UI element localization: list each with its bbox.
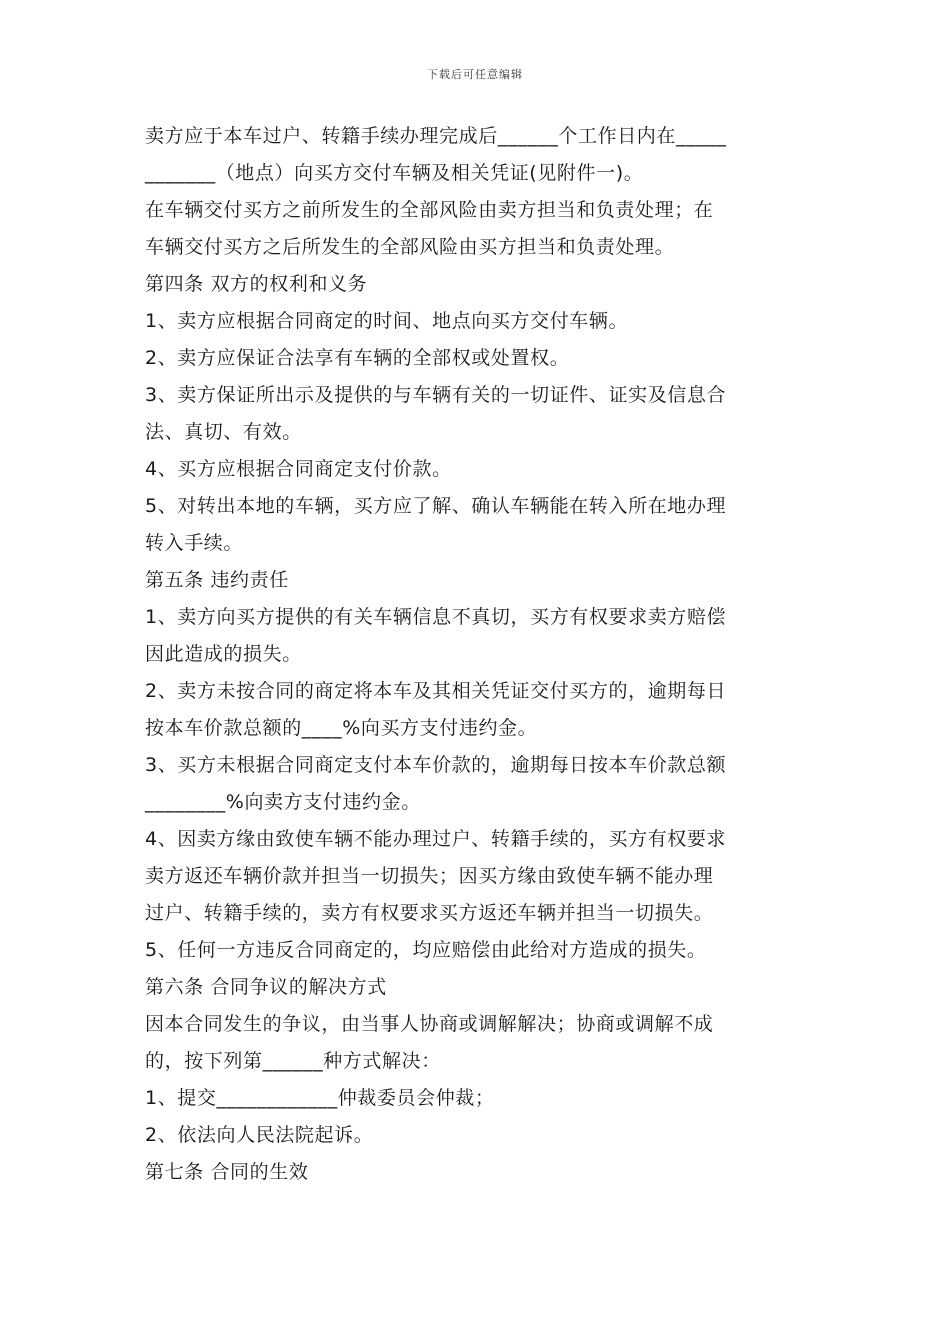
section-heading: 第六条 合同争议的解决方式 [145,976,387,998]
text-line: 法、真切、有效。 [145,421,302,443]
text-line: 3、买方未根据合同商定支付本车价款的，逾期每日按本车价款总额 [145,754,727,776]
text-line: 卖方返还车辆价款并担当一切损失；因买方缘由致使车辆不能办理 [145,865,714,887]
text-line: 3、卖方保证所出示及提供的与车辆有关的一切证件、证实及信息合 [145,384,727,406]
text-line: 1、卖方向买方提供的有关车辆信息不真切，买方有权要求卖方赔偿 [145,606,727,628]
text-line: 车辆交付买方之后所发生的全部风险由买方担当和负责处理。 [145,236,675,258]
text-line: 过户、转籍手续的，卖方有权要求买方返还车辆并担当一切损失。 [145,902,714,924]
section-heading: 第五条 违约责任 [145,569,289,591]
text-line: 2、依法向人民法院起诉。 [145,1124,374,1146]
text-line: 5、任何一方违反合同商定的，均应赔偿由此给对方造成的损失。 [145,939,707,961]
text-line: 2、卖方未按合同的商定将本车及其相关凭证交付买方的，逾期每日 [145,680,727,702]
document-body [145,118,810,1191]
section-heading: 第七条 合同的生效 [145,1161,309,1183]
page-header: 下载后可任意编辑 [427,68,523,81]
text-line: 因本合同发生的争议，由当事人协商或调解解决；协商或调解不成 [145,1013,714,1035]
text-line: 5、对转出本地的车辆，买方应了解、确认车辆能在转入所在地办理 [145,495,727,517]
text-line: 1、提交____________仲裁委员会仲裁； [145,1087,495,1109]
text-line: 4、买方应根据合同商定支付价款。 [145,458,452,480]
text-line: 卖方应于本车过户、转籍手续办理完成后______个工作日内在_____ [145,125,727,147]
text-line: ________%向卖方支付违约金。 [145,791,421,813]
text-line: 按本车价款总额的____%向买方支付违约金。 [145,717,538,739]
text-line: 的，按下列第______种方式解决： [145,1050,441,1072]
text-line: 2、卖方应保证合法享有车辆的全部权或处置权。 [145,347,570,369]
text-line: 转入手续。 [145,532,244,554]
text-line: 4、因卖方缘由致使车辆不能办理过户、转籍手续的，买方有权要求 [145,828,727,850]
text-line: 1、卖方应根据合同商定的时间、地点向买方交付车辆。 [145,310,629,332]
section-heading: 第四条 双方的权利和义务 [145,273,368,295]
text-line: _______（地点）向买方交付车辆及相关凭证(见附件一)。 [145,162,644,184]
text-line: 因此造成的损失。 [145,643,302,665]
text-line: 在车辆交付买方之前所发生的全部风险由卖方担当和负责处理；在 [145,199,714,221]
